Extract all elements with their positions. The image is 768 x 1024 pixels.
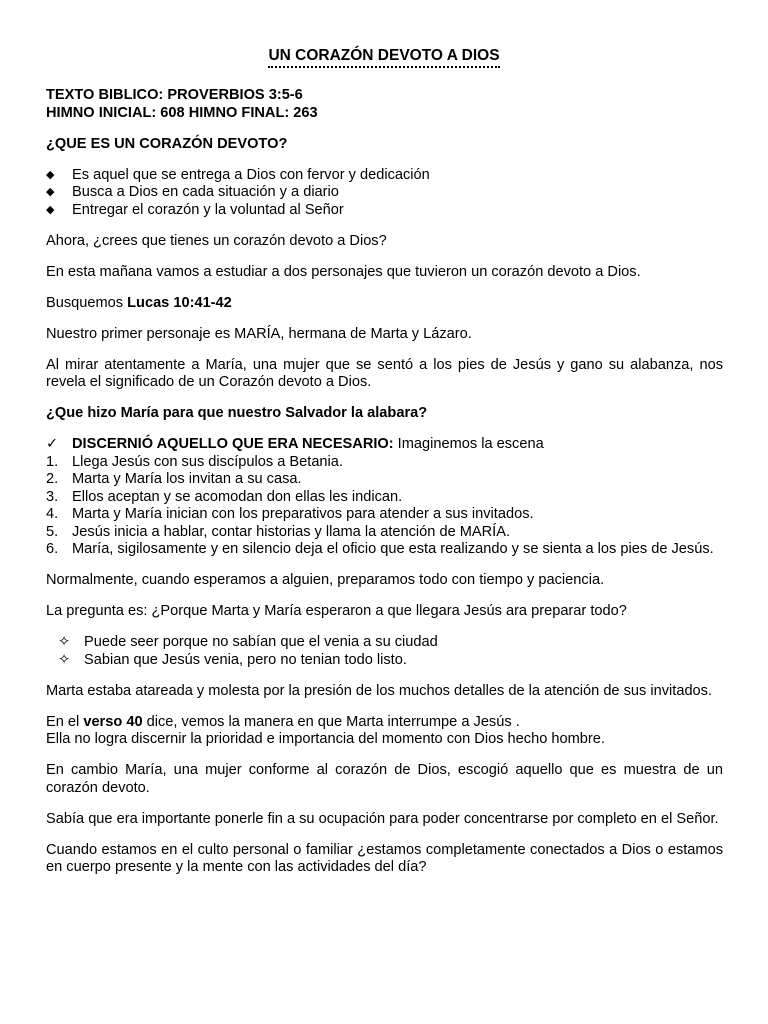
document-title: UN CORAZÓN DEVOTO A DIOS xyxy=(0,47,768,65)
list-item: ✧ Puede seer porque no sabían que el venia a su ciudad xyxy=(58,634,438,650)
checkmark-icon: ✓ xyxy=(46,436,59,452)
check-item: ✓ DISCERNIÓ AQUELLO QUE ERA NECESARIO: Imaginemos la escena xyxy=(46,436,544,452)
star-bullet-icon: ✧ xyxy=(58,651,71,668)
paragraph-busquemos: Busquemos Lucas 10:41-42 xyxy=(46,294,232,311)
paragraph-normalmente: Normalmente, cuando esperamos a alguien, preparamos todo con tiempo y paciencia. xyxy=(46,572,605,588)
list-item: ◆ Busca a Dios en cada situación y a diario xyxy=(46,184,339,200)
list-item: ◆ Es aquel que se entrega a Dios con fervor y dedicación xyxy=(46,166,430,183)
verse-reference: verso 40 xyxy=(83,713,143,730)
list-item: 3. Ellos aceptan y se acomodan don ellas les indican. xyxy=(46,488,403,505)
list-item: ◆ Entregar el corazón y la voluntad al Señor xyxy=(46,201,344,218)
paragraph-pregunta: La pregunta es: ¿Porque Marta y María esperaron a que llegara Jesús ara preparar todo? xyxy=(46,603,627,619)
paragraph-mirar: Al mirar atentamente a María, una mujer que se sentó a los pies de Jesús y gano su alabanza, nos revela el significado de un Corazón devoto a Dios. xyxy=(46,356,723,390)
paragraph-cambio: En cambio María, una mujer conforme al corazón de Dios, escogió aquello que es muestra de un corazón devoto. xyxy=(46,762,723,796)
paragraph-manana: En esta mañana vamos a estudiar a dos personajes que tuvieron un corazón devoto a Dios. xyxy=(46,263,641,280)
list-item: ✧ Sabian que Jesús venia, pero no tenian todo listo. xyxy=(58,651,407,668)
diamond-bullet-icon: ◆ xyxy=(46,168,55,181)
paragraph-sabia: Sabía que era importante ponerle fin a su ocupación para poder concentrarse por completo en el Señor. xyxy=(46,810,719,827)
document-body xyxy=(46,87,723,890)
himnos: HIMNO INICIAL: 608 HIMNO FINAL: 263 xyxy=(46,104,318,121)
question-heading-2: ¿Que hizo María para que nuestro Salvador la alabara? xyxy=(46,405,428,421)
list-item: 2. Marta y María los invitan a su casa. xyxy=(46,471,302,487)
diamond-bullet-icon: ◆ xyxy=(46,186,55,198)
list-item: 6. María, sigilosamente y en silencio deja el oficio que esta realizando y se sienta a los pies de Jesús. xyxy=(46,541,714,557)
definition-list xyxy=(46,167,723,220)
star-bullet-icon: ✧ xyxy=(58,634,71,650)
paragraph-personaje: Nuestro primer personaje es MARÍA, hermana de Marta y Lázaro. xyxy=(46,325,472,342)
reasons-list xyxy=(46,634,723,669)
list-item: 1. Llega Jesús con sus discípulos a Betania. xyxy=(46,453,343,470)
diamond-bullet-icon: ◆ xyxy=(46,203,55,216)
texto-biblico: TEXTO BIBLICO: PROVERBIOS 3:5-6 xyxy=(46,87,303,103)
paragraph-ahora: Ahora, ¿crees que tienes un corazón devoto a Dios? xyxy=(46,232,387,249)
header-block xyxy=(46,87,723,122)
paragraph-culto: Cuando estamos en el culto personal o familiar ¿estamos completamente conectados a Dios o estamos en cuerpo presente y la mente con las actividades del día? xyxy=(46,841,723,875)
question-heading-1: ¿QUE ES UN CORAZÓN DEVOTO? xyxy=(46,135,288,152)
paragraph-verso: En el verso 40 dice, vemos la manera en que Marta interrumpe a Jesús . Ella no logra discernir la prioridad e importancia del momento con Dios hecho hombre. xyxy=(46,713,605,747)
list-item: 5. Jesús inicia a hablar, contar historias y llama la atención de MARÍA. xyxy=(46,523,511,540)
scripture-reference: Lucas 10:41-42 xyxy=(127,294,232,311)
list-item: 4. Marta y María inician con los preparativos para atender a sus invitados. xyxy=(46,506,534,522)
paragraph-marta: Marta estaba atareada y molesta por la presión de los muchos detalles de la atención de sus invitados. xyxy=(46,682,713,699)
steps-list xyxy=(46,436,723,559)
